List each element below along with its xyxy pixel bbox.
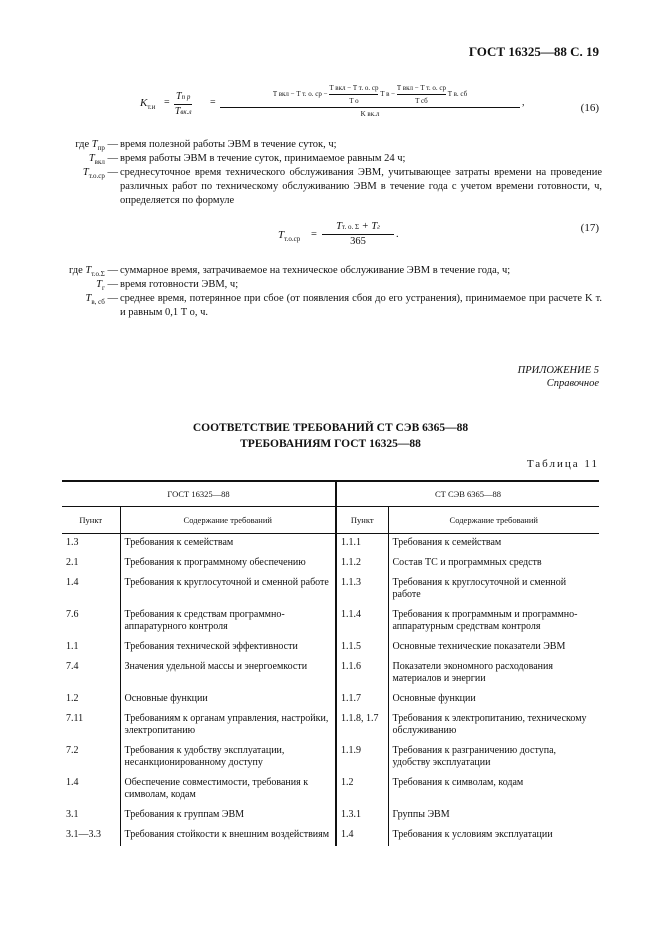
appendix-label: ПРИЛОЖЕНИЕ 5 Справочное (517, 365, 599, 389)
formula-16-lhs: $K_{т.и}$ (140, 97, 156, 112)
definition-row: $T_г$ — время готовности ЭВМ, ч; (96, 279, 239, 293)
st-sev-point: 1.1.2 (336, 554, 388, 574)
formula-16: $K_{т.и}$ = Tп р Tвк.л = T вкл − T т. о. ср − T вкл − T т. о. ср T о T в − T вкл − T т. о. ср T сб T в. сб K вк.л , (140, 80, 520, 128)
table-caption: Таблица 11 (526, 458, 599, 470)
gost-point: 3.1—3.3 (66, 829, 101, 840)
definitions-17 (62, 264, 602, 320)
gost-point: 1.2 (66, 693, 79, 704)
st-sev-point: 1.4 (336, 826, 388, 846)
table-row (62, 574, 599, 606)
formula-16-den: K вк.л (360, 110, 380, 118)
group-header-gost: ГОСТ 16325—88 (62, 481, 336, 507)
definition-row: где $T_{пр}$ — время полезной работы ЭВМ в течение суток, ч; (75, 139, 337, 153)
st-sev-point: 1.1.3 (336, 574, 388, 606)
formula-16-big-frac: T вкл − T т. о. ср − T вкл − T т. о. ср T о T в − T вкл − T т. о. ср T сб T в. сб K вк.л (220, 82, 520, 121)
table-row (62, 774, 599, 806)
gost-content: Требования к средствам программно-аппаратурного контроля (120, 606, 336, 638)
gost-point: 2.1 (66, 557, 79, 568)
table-row (62, 658, 599, 690)
st-sev-point: 1.1.4 (336, 606, 388, 638)
col-header-point: Пункт (62, 507, 120, 534)
st-sev-content: Требования к условиям эксплуатации (388, 826, 599, 846)
st-sev-content: Требования к символам, кодам (388, 774, 599, 806)
table-row (62, 554, 599, 574)
definition-row: где $T_{т.о.\Sigma}$ — суммарное время, затрачиваемое на техническое обслуживание ЭВМ в течение года, ч; (69, 265, 511, 279)
gost-content: Требования стойкости к внешним воздействиям (120, 826, 336, 846)
gost-point: 1.3 (66, 537, 79, 548)
st-sev-content: Группы ЭВМ (388, 806, 599, 826)
st-sev-content: Основные технические показатели ЭВМ (388, 638, 599, 658)
gost-point: 7.4 (66, 661, 79, 672)
st-sev-content: Состав ТС и программных средств (388, 554, 599, 574)
gost-point: 1.1 (66, 641, 79, 652)
st-sev-point: 1.1.1 (336, 534, 388, 555)
st-sev-content: Требования к разграничению доступа, удобству эксплуатации (388, 742, 599, 774)
gost-content: Требования к круглосуточной и сменной работе (120, 574, 336, 606)
definition-row: $T_{вкл}$ — время работы ЭВМ в течение суток, принимаемое равным 24 ч; (88, 153, 406, 167)
st-sev-content: Требования к семействам (388, 534, 599, 555)
st-sev-point: 1.1.6 (336, 658, 388, 690)
gost-content: Требования к удобству эксплуатации, несанкционированному доступу (120, 742, 336, 774)
gost-point: 7.2 (66, 745, 79, 756)
col-header-point: Пункт (336, 507, 388, 534)
table-row (62, 690, 599, 710)
page-header: ГОСТ 16325—88 С. 19 (468, 44, 599, 59)
gost-content: Значения удельной массы и энергоемкости (120, 658, 336, 690)
formula-17-frac: Tт. о. Σ + Tг 365 (322, 220, 394, 248)
table-row (62, 534, 599, 555)
table-row (62, 710, 599, 742)
group-header-st-sev: СТ СЭВ 6365—88 (336, 481, 599, 507)
gost-point: 7.6 (66, 609, 79, 620)
st-sev-content: Требования к круглосуточной и сменной работе (388, 574, 599, 606)
st-sev-content: Основные функции (388, 690, 599, 710)
formula-16-frac1: Tп р Tвк.л (174, 91, 192, 117)
definitions-16 (62, 138, 602, 208)
gost-content: Требованиям к органам управления, настройки, электропитанию (120, 710, 336, 742)
gost-point: 3.1 (66, 809, 79, 820)
gost-point: 1.4 (66, 777, 79, 788)
definition-row: $T_{в, сб}$ — среднее время, потерянное при сбое (от появления сбоя до его устранения), принимаемое при расчете K т. и равным 0,1 T о, ч. (85, 293, 602, 318)
col-header-content: Содержание требований (120, 507, 336, 534)
formula-16-eq: = (164, 97, 170, 108)
section-heading: СООТВЕТСТВИЕ ТРЕБОВАНИЙ СТ СЭВ 6365—88 ТРЕБОВАНИЯМ ГОСТ 16325—88 (192, 422, 469, 450)
col-header-content: Содержание требований (388, 507, 599, 534)
st-sev-point: 1.1.7 (336, 690, 388, 710)
st-sev-point: 1.2 (336, 774, 388, 806)
st-sev-content: Показатели экономного расходования материалов и энергии (388, 658, 599, 690)
gost-point: 7.11 (66, 713, 84, 724)
st-sev-point: 1.1.9 (336, 742, 388, 774)
formula-17-number: (17) (580, 222, 599, 234)
table-row (62, 638, 599, 658)
st-sev-content: Требования к электропитанию, техническому обслуживанию (388, 710, 599, 742)
st-sev-point: 1.1.5 (336, 638, 388, 658)
formula-17: $T_{т.о.ср}$ = Tт. о. Σ + Tг 365 . (278, 221, 399, 247)
formula-16-number: (16) (580, 102, 599, 114)
gost-point: 1.4 (66, 577, 79, 588)
table-row (62, 826, 599, 846)
gost-content: Требования к семействам (120, 534, 336, 555)
gost-content: Обеспечение совместимости, требования к символам, кодам (120, 774, 336, 806)
st-sev-content: Требования к программным и программно-аппаратурным средствам контроля (388, 606, 599, 638)
table-row (62, 806, 599, 826)
gost-content: Требования технической эффективности (120, 638, 336, 658)
gost-content: Требования к группам ЭВМ (120, 806, 336, 826)
table-row (62, 606, 599, 638)
definition-row: $T_{т.о.ср}$ — среднесуточное время технического обслуживания ЭВМ, учитывающее затраты времени на проведение различных работ по техническому обслуживанию ЭВМ в течение года с учетом времени готовности, ч, определяется по формуле (82, 167, 602, 206)
st-sev-point: 1.1.8, 1.7 (336, 710, 388, 742)
correspondence-table (62, 480, 599, 846)
gost-content: Основные функции (120, 690, 336, 710)
st-sev-point: 1.3.1 (336, 806, 388, 826)
formula-16-eq2: = (210, 97, 216, 108)
gost-content: Требования к программному обеспечению (120, 554, 336, 574)
table-row (62, 742, 599, 774)
